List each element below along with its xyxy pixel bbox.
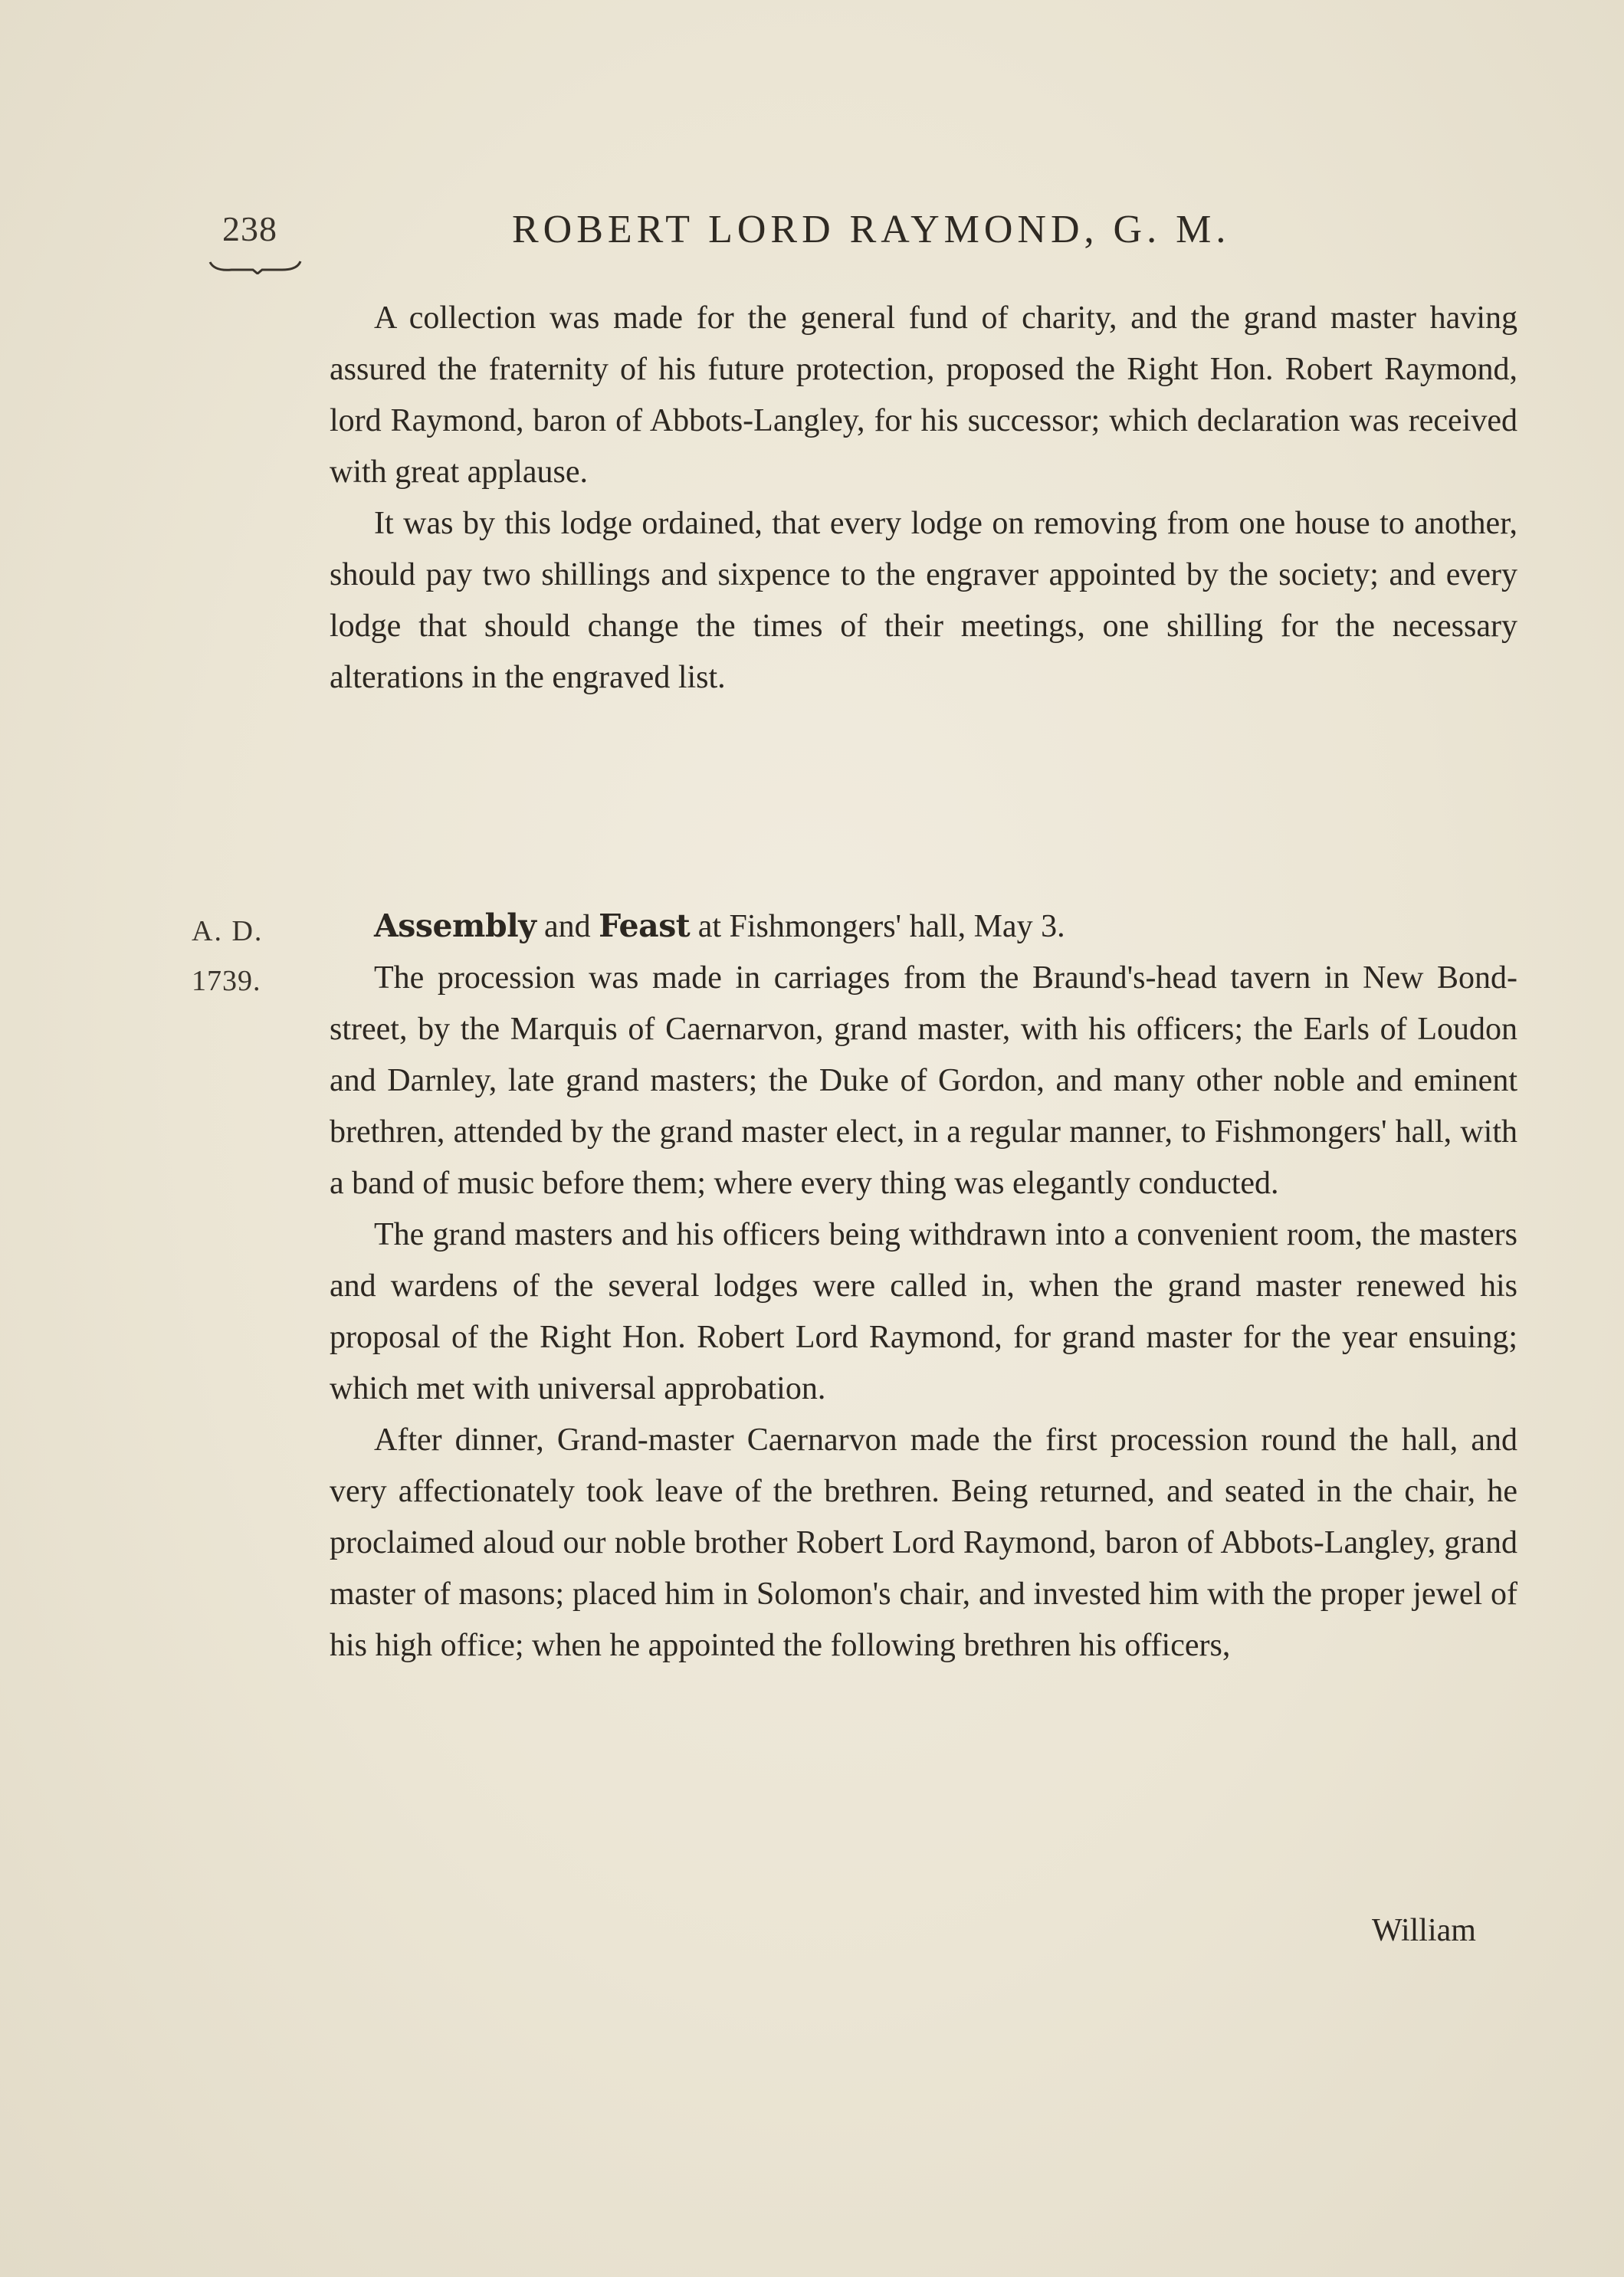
paragraph-procession: The procession was made in carriages from the Braund's-head tavern in New Bond-street, by the Marquis of Caernarvon, grand master, with his officers; the Earls of Loudon and Darnley, late grand masters; the Duke of Gordon, and many other noble and eminent brethren, attended by the grand master elect, in a regular manner, to Fishmongers' hall, with a band of music before them; where every thing was elegantly conducted.	[330, 960, 1517, 1201]
catchword: William	[1372, 1913, 1476, 1948]
assembly-heading	[330, 901, 1517, 953]
margin-note-ad: A. D.	[192, 915, 264, 947]
text-block-top	[330, 293, 1517, 704]
assembly-rest: at Fishmongers' hall, May 3.	[690, 909, 1065, 944]
page-number: 238	[222, 209, 277, 248]
feast-word: Feast	[599, 907, 691, 944]
assembly-word: Assembly	[374, 907, 536, 944]
running-title: ROBERT LORD RAYMOND, G. M.	[512, 208, 1231, 251]
margin-note-year: 1739.	[192, 965, 261, 997]
text-block-bottom	[330, 901, 1517, 1672]
assembly-joiner: and	[536, 909, 599, 944]
paragraph-lodge-ordained: It was by this lodge ordained, that every lodge on removing from one house to another, should pay two shillings and sixpence to the engraver appointed by the society; and every lodge that should change the times of their meetings, one shilling for the necessary alterations in the engraved list.	[330, 506, 1517, 695]
paragraph-collection: A collection was made for the general fund of charity, and the grand master having assured the fraternity of his future protection, proposed the Right Hon. Robert Raymond, lord Raymond, baron of Abbots-Langley, for his successor; which declaration was received with great applause.	[330, 300, 1517, 490]
paragraph-after-dinner: After dinner, Grand-master Caernarvon made the first procession round the hall, and very affectionately took leave of the brethren. Being returned, and seated in the chair, he proclaimed aloud our noble brother Robert Lord Raymond, baron of Abbots-Langley, grand master of masons; placed him in Solomon's chair, and invested him with the proper jewel of his high office; when he appointed the following brethren his officers,	[330, 1422, 1517, 1663]
page-number-flourish	[208, 259, 302, 274]
paragraph-grand-masters: The grand masters and his officers being withdrawn into a convenient room, the masters and wardens of the several lodges were called in, when the grand master renewed his proposal of the Right Hon. Robert Lord Raymond, for grand master for the year ensuing; which met with universal approbation.	[330, 1217, 1517, 1406]
